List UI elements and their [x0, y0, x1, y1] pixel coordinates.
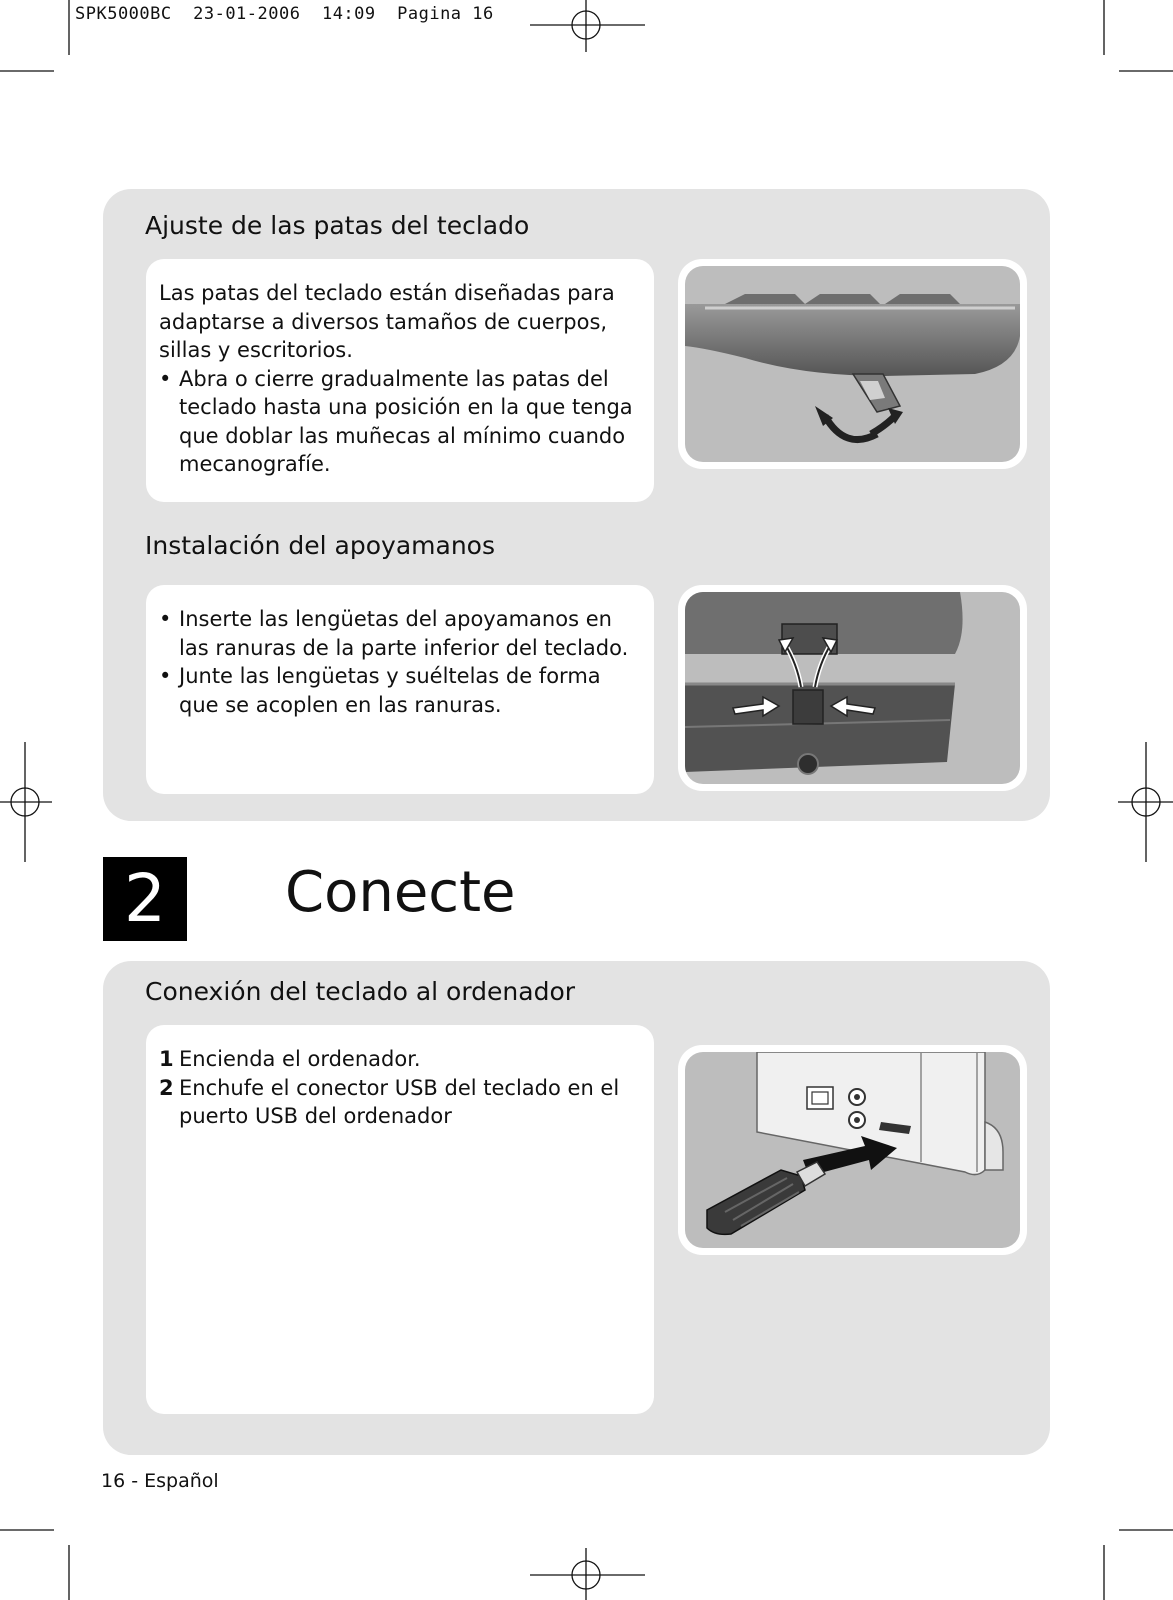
list-item	[159, 605, 642, 662]
keyboard-leg-figure	[678, 259, 1027, 469]
keyboard-leg-illustration	[685, 266, 1020, 462]
step-number: 2	[159, 1075, 174, 1100]
setup-panel	[103, 189, 1050, 821]
page-footer: 16 - Español	[101, 1470, 219, 1492]
list-item-text: Inserte las lengüetas del apoyamanos en las ranuras de la parte inferior del teclado.	[179, 607, 629, 660]
print-time: 14:09	[321, 4, 376, 24]
palm-rest-figure	[678, 585, 1027, 791]
chapter-number-badge: 2	[103, 857, 187, 941]
list-item	[159, 1074, 642, 1131]
legs-heading: Ajuste de las patas del teclado	[145, 211, 530, 240]
print-code: SPK5000BC	[75, 4, 172, 24]
palmrest-heading: Instalación del apoyamanos	[145, 531, 495, 560]
list-item	[159, 1045, 642, 1074]
palmrest-bullet-list	[159, 605, 642, 719]
connect-heading: Conexión del teclado al ordenador	[145, 977, 576, 1006]
legs-text-box	[146, 259, 654, 502]
step-number: 1	[159, 1047, 174, 1071]
step-text: Encienda el ordenador.	[179, 1047, 421, 1071]
bullet-icon: •	[159, 607, 172, 631]
step-text: Enchufe el conector USB del teclado en el puerto USB del ordenador	[179, 1075, 620, 1128]
bullet-icon: •	[159, 366, 172, 391]
usb-connector-illustration	[685, 1052, 1020, 1248]
registration-mark-top	[572, 0, 600, 52]
registration-mark-left	[0, 742, 52, 862]
connect-text-box	[146, 1025, 654, 1414]
usb-figure	[678, 1045, 1027, 1255]
palm-rest-tabs-illustration	[685, 592, 1020, 784]
connect-panel	[103, 961, 1050, 1455]
legs-intro: Las patas del teclado están diseñadas para adaptarse a diversos tamaños de cuerpos, sillas y escritorios.	[159, 281, 615, 362]
list-item-text: Abra o cierre gradualmente las patas del teclado hasta una posición en la que tenga que doblar las muñecas al mínimo cuando mecanografíe.	[179, 366, 633, 476]
list-item-text: Junte las lengüetas y suéltelas de forma que se acoplen en las ranuras.	[179, 664, 601, 717]
palmrest-text-box	[146, 585, 654, 794]
legs-bullet-list	[159, 365, 642, 479]
registration-mark-bottom	[572, 1548, 600, 1600]
bullet-icon: •	[159, 664, 172, 688]
print-page-label: Pagina 16	[397, 4, 494, 24]
connect-step-list	[159, 1045, 642, 1131]
list-item	[159, 662, 642, 719]
print-date: 23-01-2006	[193, 4, 301, 24]
chapter-title: Conecte	[285, 860, 516, 925]
registration-mark-right	[1118, 742, 1173, 862]
list-item	[159, 365, 642, 479]
